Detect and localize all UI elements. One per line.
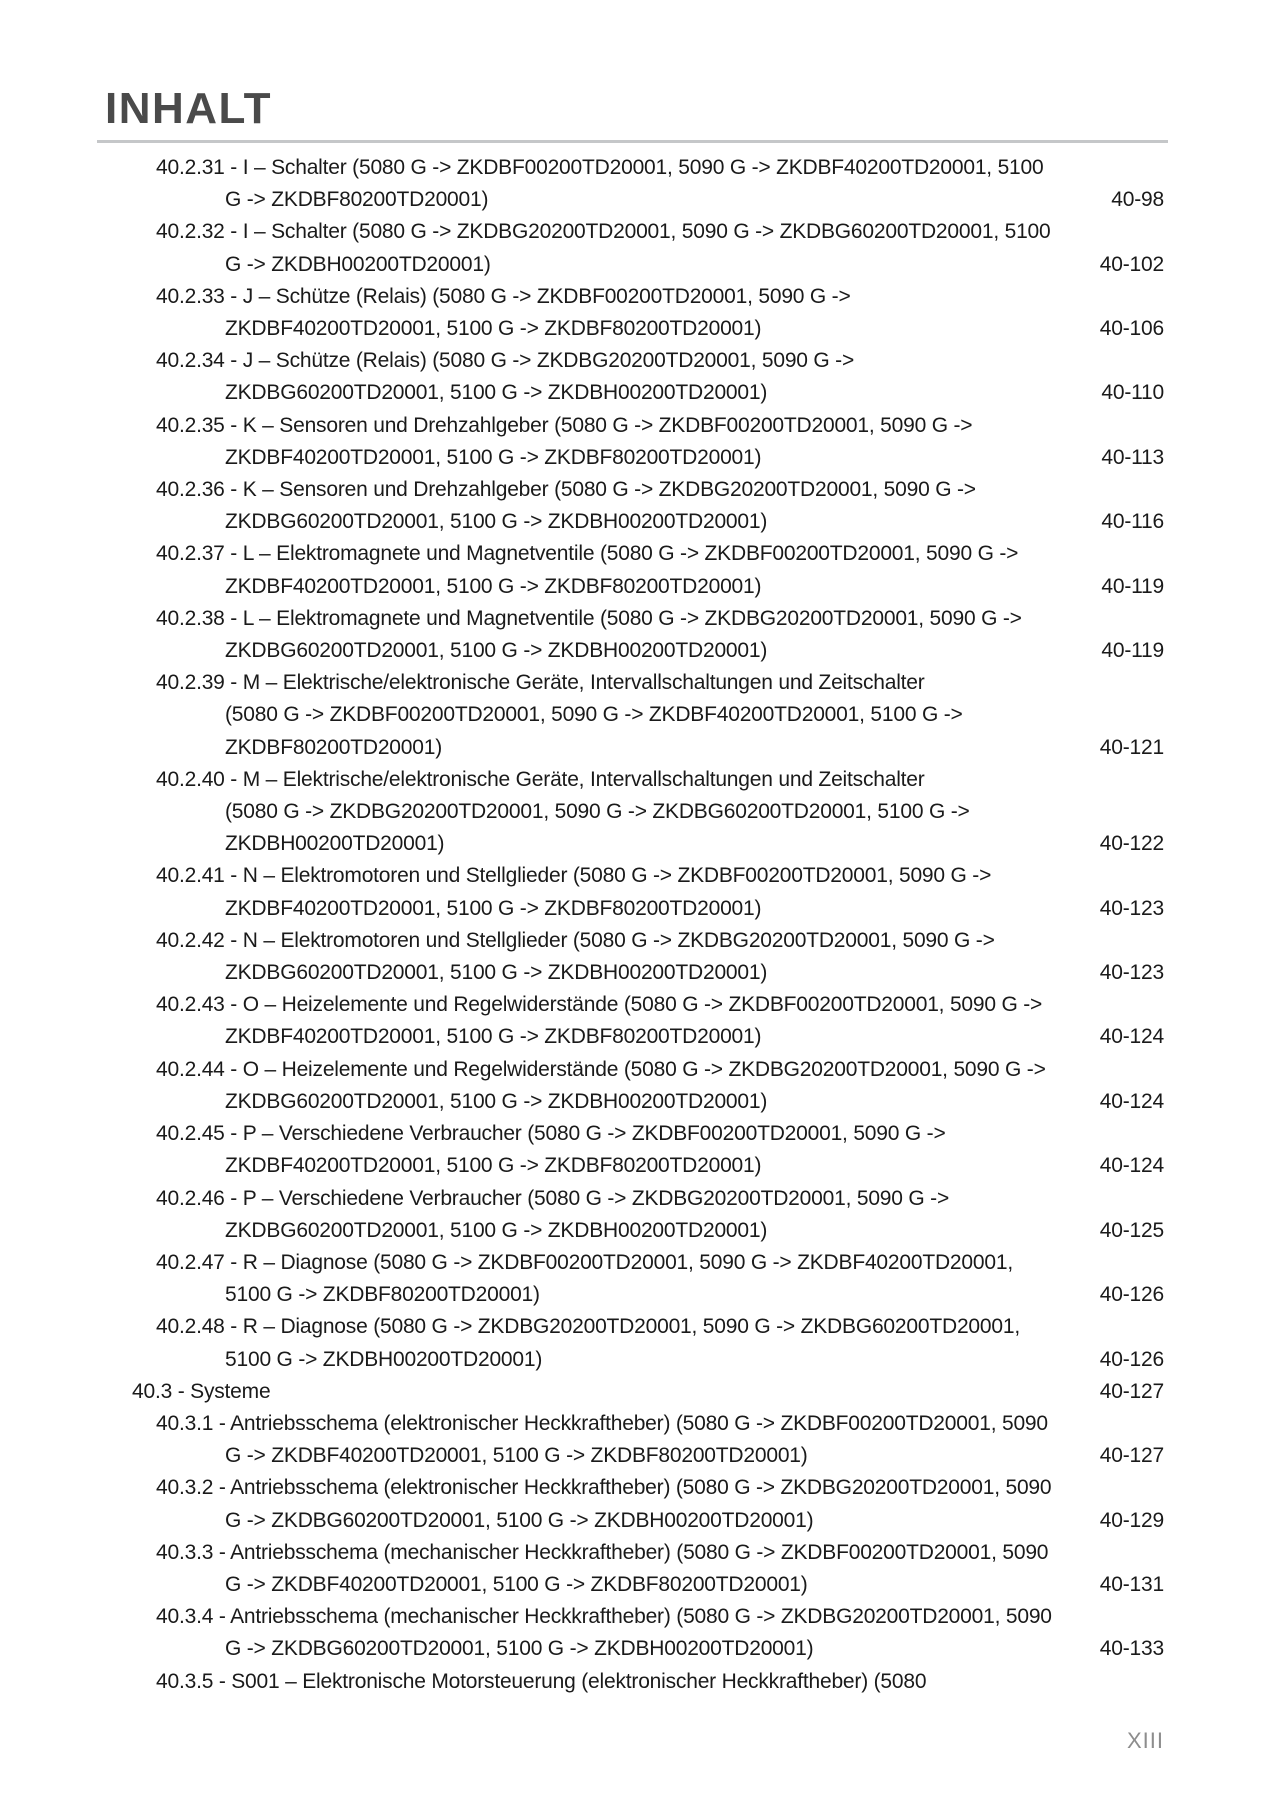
toc-entry-line — [0, 216, 1164, 248]
toc-page-number: 40-131 — [1099, 1572, 1164, 1596]
toc-entry-text: ZKDBF40200TD20001, 5100 G -> ZKDBF80200TD20001) — [225, 317, 762, 341]
toc-entry-text: (5080 G -> ZKDBF00200TD20001, 5090 G -> ZKDBF40200TD20001, 5100 G -> — [225, 703, 963, 727]
toc-entry — [0, 925, 1164, 989]
toc-entry-text: ZKDBG60200TD20001, 5100 G -> ZKDBH00200TD20001) — [225, 639, 768, 663]
toc-entry-line — [0, 249, 1164, 281]
toc-entry-line — [0, 1666, 1164, 1698]
toc-entry-line — [0, 1344, 1164, 1376]
toc-entry-line — [0, 603, 1164, 635]
toc-entry-line — [0, 1150, 1164, 1182]
toc-entry-text: ZKDBF80200TD20001) — [225, 735, 443, 759]
toc-page-number: 40-127 — [1099, 1444, 1164, 1468]
toc-entry-text: 40.3.2 - Antriebsschema (elektronischer Heckkraftheber) (5080 G -> ZKDBG20200TD20001, 5090 — [156, 1476, 1052, 1500]
toc-entry-line — [0, 152, 1164, 184]
toc-entry-line — [0, 538, 1164, 570]
toc-entry-line — [0, 184, 1164, 216]
toc-entry-line — [0, 635, 1164, 667]
toc-entry-line — [0, 1633, 1164, 1665]
toc-entry-line — [0, 1376, 1164, 1408]
toc-entry-line — [0, 1569, 1164, 1601]
toc-entry — [0, 667, 1164, 764]
toc-entry-text: ZKDBF40200TD20001, 5100 G -> ZKDBF80200TD20001) — [225, 1025, 762, 1049]
toc-entry-text: 40.2.42 - N – Elektromotoren und Stellglieder (5080 G -> ZKDBG20200TD20001, 5090 G -> — [156, 928, 995, 952]
toc-entry-line — [0, 474, 1164, 506]
toc-entry-line — [0, 1247, 1164, 1279]
toc-entry-text: ZKDBF40200TD20001, 5100 G -> ZKDBF80200TD20001) — [225, 1154, 762, 1178]
toc-entry-line — [0, 506, 1164, 538]
toc-entry-line — [0, 313, 1164, 345]
toc-entry-line — [0, 1408, 1164, 1440]
toc-entry-line — [0, 1118, 1164, 1150]
toc-entry — [0, 152, 1164, 216]
toc-page-number: 40-124 — [1099, 1025, 1164, 1049]
page-title: INHALT — [105, 84, 273, 133]
toc-entry-text: 40.2.44 - O – Heizelemente und Regelwiderstände (5080 G -> ZKDBG20200TD20001, 5090 G -> — [156, 1057, 1046, 1081]
toc-entry — [0, 860, 1164, 924]
toc-entry-text: 40.3.1 - Antriebsschema (elektronischer Heckkraftheber) (5080 G -> ZKDBF00200TD20001, 5090 — [156, 1411, 1048, 1435]
toc-entry-text: G -> ZKDBH00200TD20001) — [225, 252, 491, 276]
toc-entry-text: ZKDBG60200TD20001, 5100 G -> ZKDBH00200TD20001) — [225, 1218, 768, 1242]
toc-entry-text: 40.2.41 - N – Elektromotoren und Stellglieder (5080 G -> ZKDBF00200TD20001, 5090 G -> — [156, 864, 992, 888]
toc-entry — [0, 1601, 1164, 1665]
toc-entry — [0, 1118, 1164, 1182]
toc-list — [0, 152, 1164, 1698]
toc-entry — [0, 764, 1164, 861]
toc-entry-text: 40.2.33 - J – Schütze (Relais) (5080 G -> ZKDBF00200TD20001, 5090 G -> — [156, 284, 851, 308]
toc-page-number: 40-126 — [1099, 1347, 1164, 1371]
toc-entry-line — [0, 667, 1164, 699]
toc-entry-text: 40.2.34 - J – Schütze (Relais) (5080 G -> ZKDBG20200TD20001, 5090 G -> — [156, 349, 855, 373]
toc-entry-text: 5100 G -> ZKDBH00200TD20001) — [225, 1347, 543, 1371]
toc-entry — [0, 216, 1164, 280]
toc-entry-text: 40.2.47 - R – Diagnose (5080 G -> ZKDBF00200TD20001, 5090 G -> ZKDBF40200TD20001, — [156, 1250, 1013, 1274]
toc-entry — [0, 1376, 1164, 1408]
toc-page-number: 40-133 — [1099, 1637, 1164, 1661]
toc-entry-line — [0, 1537, 1164, 1569]
toc-entry-text: (5080 G -> ZKDBG20200TD20001, 5090 G -> ZKDBG60200TD20001, 5100 G -> — [225, 800, 970, 824]
toc-entry-line — [0, 1086, 1164, 1118]
toc-page-number: 40-119 — [1101, 639, 1164, 663]
toc-entry-line — [0, 699, 1164, 731]
toc-page-number: 40-125 — [1099, 1218, 1164, 1242]
toc-entry — [0, 410, 1164, 474]
toc-entry-text: ZKDBG60200TD20001, 5100 G -> ZKDBH00200TD20001) — [225, 961, 768, 985]
toc-page-number: 40-124 — [1099, 1089, 1164, 1113]
toc-page-number: 40-129 — [1099, 1508, 1164, 1532]
toc-page-number: 40-119 — [1101, 574, 1164, 598]
header-divider — [97, 140, 1168, 143]
toc-entry-line — [0, 1505, 1164, 1537]
toc-entry-line — [0, 1601, 1164, 1633]
toc-entry — [0, 538, 1164, 602]
toc-entry-line — [0, 732, 1164, 764]
toc-entry — [0, 1183, 1164, 1247]
toc-entry-text: 40.2.43 - O – Heizelemente und Regelwiderstände (5080 G -> ZKDBF00200TD20001, 5090 G -> — [156, 993, 1043, 1017]
toc-page-number: 40-102 — [1099, 252, 1164, 276]
toc-entry-line — [0, 860, 1164, 892]
toc-page-number: 40-98 — [1111, 188, 1164, 212]
toc-entry-text: 40.2.35 - K – Sensoren und Drehzahlgeber (5080 G -> ZKDBF00200TD20001, 5090 G -> — [156, 413, 973, 437]
toc-entry — [0, 345, 1164, 409]
toc-entry-text: ZKDBF40200TD20001, 5100 G -> ZKDBF80200TD20001) — [225, 574, 762, 598]
toc-entry-text: 40.2.36 - K – Sensoren und Drehzahlgeber (5080 G -> ZKDBG20200TD20001, 5090 G -> — [156, 478, 976, 502]
toc-entry-line — [0, 345, 1164, 377]
toc-entry-text: ZKDBF40200TD20001, 5100 G -> ZKDBF80200TD20001) — [225, 445, 762, 469]
toc-page-number: 40-123 — [1099, 896, 1164, 920]
toc-entry-text: 40.2.39 - M – Elektrische/elektronische Geräte, Intervallschaltungen und Zeitschalter — [156, 671, 925, 695]
toc-entry-line — [0, 1472, 1164, 1504]
toc-entry — [0, 1054, 1164, 1118]
toc-entry — [0, 989, 1164, 1053]
toc-entry-line — [0, 1021, 1164, 1053]
toc-entry-line — [0, 1215, 1164, 1247]
toc-entry — [0, 1537, 1164, 1601]
toc-entry-line — [0, 410, 1164, 442]
toc-entry-line — [0, 377, 1164, 409]
toc-entry-text: 40.2.45 - P – Verschiedene Verbraucher (5080 G -> ZKDBF00200TD20001, 5090 G -> — [156, 1122, 946, 1146]
toc-entry-text: 40.2.37 - L – Elektromagnete und Magnetventile (5080 G -> ZKDBF00200TD20001, 5090 G -> — [156, 542, 1019, 566]
toc-entry-text: 40.3.5 - S001 – Elektronische Motorsteuerung (elektronischer Heckkraftheber) (5080 — [156, 1669, 927, 1693]
footer-page-number: XIII — [1126, 1728, 1164, 1753]
toc-entry-text: G -> ZKDBF40200TD20001, 5100 G -> ZKDBF80200TD20001) — [225, 1572, 808, 1596]
toc-entry-text: 5100 G -> ZKDBF80200TD20001) — [225, 1283, 540, 1307]
toc-entry-text: 40.2.48 - R – Diagnose (5080 G -> ZKDBG20200TD20001, 5090 G -> ZKDBG60200TD20001, — [156, 1315, 1020, 1339]
toc-entry-line — [0, 957, 1164, 989]
toc-entry-line — [0, 1054, 1164, 1086]
toc-entry — [0, 281, 1164, 345]
toc-entry-line — [0, 281, 1164, 313]
toc-page-number: 40-124 — [1099, 1154, 1164, 1178]
toc-entry-line — [0, 1183, 1164, 1215]
toc-page-number: 40-126 — [1099, 1283, 1164, 1307]
toc-entry-line — [0, 1279, 1164, 1311]
toc-entry-text: G -> ZKDBF40200TD20001, 5100 G -> ZKDBF80200TD20001) — [225, 1444, 808, 1468]
toc-entry-text: 40.3.3 - Antriebsschema (mechanischer Heckkraftheber) (5080 G -> ZKDBF00200TD20001, 5090 — [156, 1540, 1049, 1564]
toc-entry — [0, 474, 1164, 538]
toc-page-number: 40-106 — [1099, 317, 1164, 341]
toc-entry-text: 40.2.40 - M – Elektrische/elektronische Geräte, Intervallschaltungen und Zeitschalter — [156, 767, 925, 791]
toc-entry-text: ZKDBH00200TD20001) — [225, 832, 445, 856]
toc-entry-text: G -> ZKDBG60200TD20001, 5100 G -> ZKDBH00200TD20001) — [225, 1508, 814, 1532]
toc-entry-text: ZKDBG60200TD20001, 5100 G -> ZKDBH00200TD20001) — [225, 1089, 768, 1113]
toc-entry-text: ZKDBF40200TD20001, 5100 G -> ZKDBF80200TD20001) — [225, 896, 762, 920]
toc-entry — [0, 1311, 1164, 1375]
toc-entry-text: 40.3.4 - Antriebsschema (mechanischer Heckkraftheber) (5080 G -> ZKDBG20200TD20001, 5090 — [156, 1605, 1052, 1629]
toc-entry — [0, 603, 1164, 667]
toc-entry-text: ZKDBG60200TD20001, 5100 G -> ZKDBH00200TD20001) — [225, 510, 768, 534]
toc-entry-text: 40.3 - Systeme — [132, 1379, 271, 1403]
toc-page-number: 40-116 — [1101, 510, 1164, 534]
toc-entry-line — [0, 828, 1164, 860]
toc-entry-text: G -> ZKDBG60200TD20001, 5100 G -> ZKDBH00200TD20001) — [225, 1637, 814, 1661]
toc-entry-line — [0, 796, 1164, 828]
toc-entry-line — [0, 1311, 1164, 1343]
toc-entry-line — [0, 989, 1164, 1021]
toc-entry-line — [0, 925, 1164, 957]
toc-page-number: 40-113 — [1101, 445, 1164, 469]
toc-entry-text: 40.2.31 - I – Schalter (5080 G -> ZKDBF00200TD20001, 5090 G -> ZKDBF40200TD20001, 5100 — [156, 156, 1044, 179]
toc-entry — [0, 1247, 1164, 1311]
toc-entry-line — [0, 442, 1164, 474]
toc-entry-text: ZKDBG60200TD20001, 5100 G -> ZKDBH00200TD20001) — [225, 381, 768, 405]
toc-entry — [0, 1472, 1164, 1536]
toc-entry-line — [0, 1440, 1164, 1472]
toc-page-number: 40-122 — [1099, 832, 1164, 856]
toc-entry-text: 40.2.32 - I – Schalter (5080 G -> ZKDBG20200TD20001, 5090 G -> ZKDBG60200TD20001, 5100 — [156, 220, 1051, 244]
toc-entry-text: G -> ZKDBF80200TD20001) — [225, 188, 489, 212]
toc-entry-text: 40.2.38 - L – Elektromagnete und Magnetventile (5080 G -> ZKDBG20200TD20001, 5090 G -> — [156, 606, 1022, 630]
toc-entry-line — [0, 764, 1164, 796]
toc-page-number: 40-123 — [1099, 961, 1164, 985]
toc-entry — [0, 1408, 1164, 1472]
toc-entry — [0, 1666, 1164, 1698]
toc-page-number: 40-121 — [1099, 735, 1164, 759]
toc-page-number: 40-127 — [1099, 1379, 1164, 1403]
toc-entry-text: 40.2.46 - P – Verschiedene Verbraucher (5080 G -> ZKDBG20200TD20001, 5090 G -> — [156, 1186, 950, 1210]
toc-entry-line — [0, 893, 1164, 925]
toc-page-number: 40-110 — [1101, 381, 1164, 405]
toc-entry-line — [0, 571, 1164, 603]
